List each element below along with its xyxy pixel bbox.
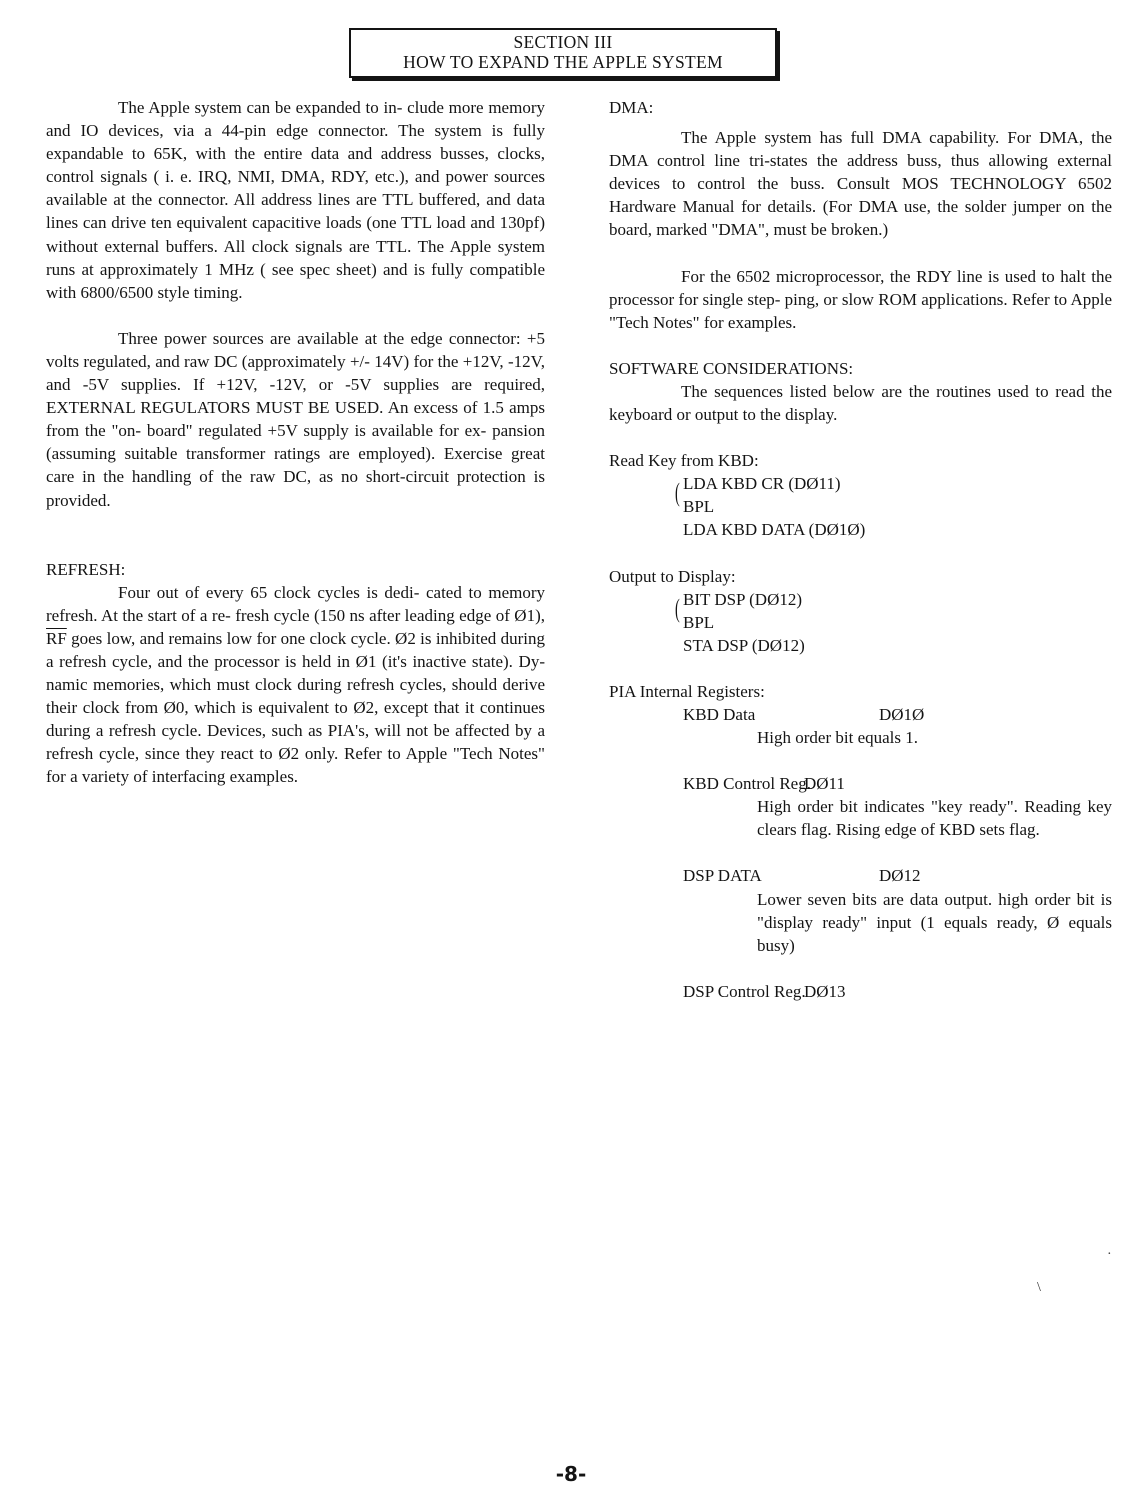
left-column bbox=[46, 96, 545, 789]
register-address: DØ13 bbox=[804, 981, 846, 1001]
output-heading: Output to Display: bbox=[609, 566, 736, 586]
read-key-heading: Read Key from KBD: bbox=[609, 451, 759, 471]
code-line: STA DSP (DØ12) bbox=[683, 635, 805, 655]
register-label: KBD Data bbox=[683, 704, 756, 724]
register-description: High order bit equals 1. bbox=[757, 728, 918, 748]
register-label: KBD Control Reg. bbox=[683, 774, 811, 794]
refresh-text-a: Four out of every 65 clock cycles is dedi- cated to memory refresh. At the start of a re- fresh cycle (150 ns after leading edge of Ø1), bbox=[46, 582, 545, 625]
code-line: ( BIT DSP (DØ12) bbox=[609, 588, 1112, 611]
register-label: DSP Control Reg. bbox=[683, 981, 806, 1001]
register-label: DSP DATA bbox=[683, 866, 762, 886]
rdy-paragraph: For the 6502 microprocessor, the RDY line is used to halt the processor for single step- ping, or slow ROM applications. Refer to Apple "Tech Notes" for examples. bbox=[609, 266, 1112, 332]
right-column bbox=[609, 96, 1112, 1003]
register-row bbox=[609, 980, 1112, 1003]
code-line: BPL bbox=[683, 497, 715, 517]
register-row bbox=[609, 864, 1112, 887]
refresh-text-b: goes low, and remains low for one clock cycle. Ø2 is inhibited during a refresh cycle, and the processor is held in Ø1 (it's inactive state). Dy- namic memories, which must clock during refresh cycles, should derive their clock from Ø0, which is equivalent to Ø2, except that it continues during a refresh cycle. Devices, such as PIA's, will not be affected by a refresh cycle, since they react to Ø2 only. Refer to Apple "Tech Notes" for a variety of interfacing examples. bbox=[46, 628, 545, 787]
refresh-paragraph bbox=[46, 581, 545, 789]
code-line: BPL bbox=[683, 612, 715, 632]
software-heading: SOFTWARE CONSIDERATIONS: bbox=[609, 358, 854, 378]
page-number: -8- bbox=[555, 1462, 587, 1486]
refresh-heading: REFRESH: bbox=[46, 559, 126, 579]
loop-bracket-icon: ( bbox=[674, 593, 680, 623]
code-line: LDA KBD DATA (DØ1Ø) bbox=[683, 520, 866, 540]
section-title-box bbox=[349, 28, 777, 78]
register-row bbox=[609, 772, 1112, 795]
software-paragraph: The sequences listed below are the routines used to read the keyboard or output to the display. bbox=[609, 381, 1112, 425]
rf-signal: $\overline{RF}$ bbox=[46, 628, 67, 648]
code-line: ( LDA KBD CR (DØ11) bbox=[609, 472, 1112, 495]
intro-paragraph: The Apple system can be expanded to in- clude more memory and IO devices, via a 44-pin edge connector. The system is fully expandable to 65K, with the entire data and address busses, clocks, control signals ( i. e. IRQ, NMI, DMA, RDY, etc.), and power sources available at the connector. All address lines are TTL buffered, and data lines can drive ten equivalent capacitive loads (one TTL load and 130pf) without external buffers. All clock signals are TTL. The Apple system runs at approximately 1 MHz ( see spec sheet) and is fully compatible with 6800/6500 style timing. bbox=[46, 98, 545, 302]
register-description: High order bit indicates "key ready". Reading key clears flag. Rising edge of KBD sets flag. bbox=[757, 797, 1112, 840]
register-address: DØ1Ø bbox=[879, 704, 925, 724]
register-description: Lower seven bits are data output. high order bit is "display ready" input (1 equals ready, Ø equals busy) bbox=[757, 889, 1112, 955]
scan-speck: \ bbox=[1037, 1280, 1041, 1295]
register-address: DØ12 bbox=[879, 866, 921, 886]
dma-heading: DMA: bbox=[609, 98, 654, 117]
power-paragraph: Three power sources are available at the edge connector: +5 volts regulated, and raw DC (approximately +/- 14V) for the +12V, -12V, and -5V supplies. If +12V, -12V, or -5V supplies are required, EXTERNAL REGULATORS MUST BE USED. An excess of 1.5 amps from the "on- board" regulated +5V supply is available for ex- pansion (assuming suitable transformer ratings are employed). Exercise great care in the handling of the raw DC, as no short-circuit protection is provided. bbox=[46, 328, 545, 510]
register-row bbox=[609, 703, 1112, 726]
dma-paragraph: The Apple system has full DMA capability. For DMA, the DMA control line tri-states the address buss, thus allowing external devices to control the buss. Consult MOS TECHNOLOGY 6502 Hardware Manual for details. (For DMA use, the solder jumper on the board, marked "DMA", must be broken.) bbox=[609, 128, 1112, 240]
page-title: HOW TO EXPAND THE APPLE SYSTEM bbox=[403, 52, 723, 72]
section-label: SECTION III bbox=[513, 32, 613, 52]
loop-bracket-icon: ( bbox=[674, 478, 680, 508]
register-address: DØ11 bbox=[804, 774, 845, 794]
pia-heading: PIA Internal Registers: bbox=[609, 681, 765, 701]
scan-speck: · bbox=[1107, 1247, 1112, 1262]
